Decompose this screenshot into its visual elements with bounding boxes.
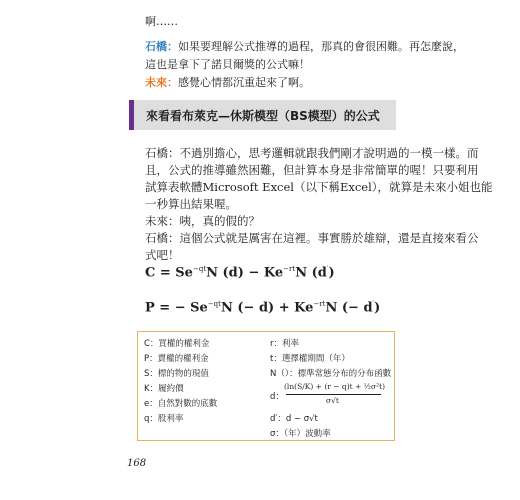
- section-title: 來看看布萊克—休斯模型（BS模型）的公式: [146, 109, 380, 123]
- body-line-2: 且，公式的推導雖然困難，但計算本身是非常簡單的喔！只要利用: [145, 163, 479, 177]
- call-formula: $C = Se^{-qt}N$ $(d) - Ke^{-rt}N$ (d′): [145, 265, 335, 281]
- legend-item-dprime: d′：d − σ√t: [270, 414, 318, 424]
- legend-item-p: P：賣權的權利金: [144, 354, 209, 364]
- fraction-bar: [286, 394, 381, 395]
- intro-line: 啊……: [145, 15, 178, 28]
- body-line-6: 石橋：這個公式就是厲害在這裡。事實勝於雄辯，還是直接來看公: [145, 231, 479, 245]
- legend-item-q: q：股利率: [144, 414, 184, 424]
- d-numerator: (ln(S/K) + (r − q)t + ½σ²t): [284, 382, 386, 391]
- dialog-text: 如果要理解公式推導的過程，那真的會很困難。再怎麼說，: [178, 40, 464, 53]
- legend-item-s: S：標的物的現值: [144, 369, 209, 379]
- section-banner: [129, 100, 396, 130]
- dialog-line-1a: [145, 40, 464, 54]
- legend-box: [137, 331, 395, 441]
- legend-item-sigma: σ：（年）波動率: [270, 429, 331, 439]
- put-formula: P = − $Se^{-qt}N$ (− $d) + Ke^{-rt}N$ (− d′): [145, 300, 381, 316]
- legend-item-t: t：選擇權期間（年）: [270, 354, 350, 364]
- speaker-label-mirai: 未來：: [145, 76, 178, 89]
- body-line-1: 石橋：不過別擔心，思考邏輯就跟我們剛才說明過的一模一樣。而: [145, 146, 479, 160]
- legend-item-k: K：履約價: [144, 384, 184, 394]
- body-line-7: 式吧！: [145, 248, 180, 262]
- speaker-label-ishibashi: 石橋：: [145, 40, 178, 53]
- body-line-3: 試算表軟體Microsoft Excel（以下稱Excel），就算是未來小姐也能: [145, 180, 493, 194]
- legend-item-e: e：自然對數的底數: [144, 399, 218, 409]
- dialog-line-1b: 這也是拿下了諾貝爾獎的公式嘛！: [145, 58, 310, 71]
- legend-item-d-label: d：: [270, 392, 284, 402]
- dialog-text: 感覺心情都沉重起來了啊。: [178, 76, 310, 89]
- dialog-line-2: [145, 76, 310, 90]
- page-number: 168: [127, 458, 147, 469]
- legend-item-c: C：買權的權利金: [144, 339, 210, 349]
- body-line-5: 未來：咦，真的假的？: [145, 214, 260, 228]
- legend-item-r: r：利率: [270, 339, 299, 349]
- body-line-4: 一秒算出結果喔。: [145, 197, 237, 211]
- legend-item-n: N（）：標準常態分布的分布函數: [270, 369, 392, 379]
- d-denominator: σ√t: [326, 396, 339, 405]
